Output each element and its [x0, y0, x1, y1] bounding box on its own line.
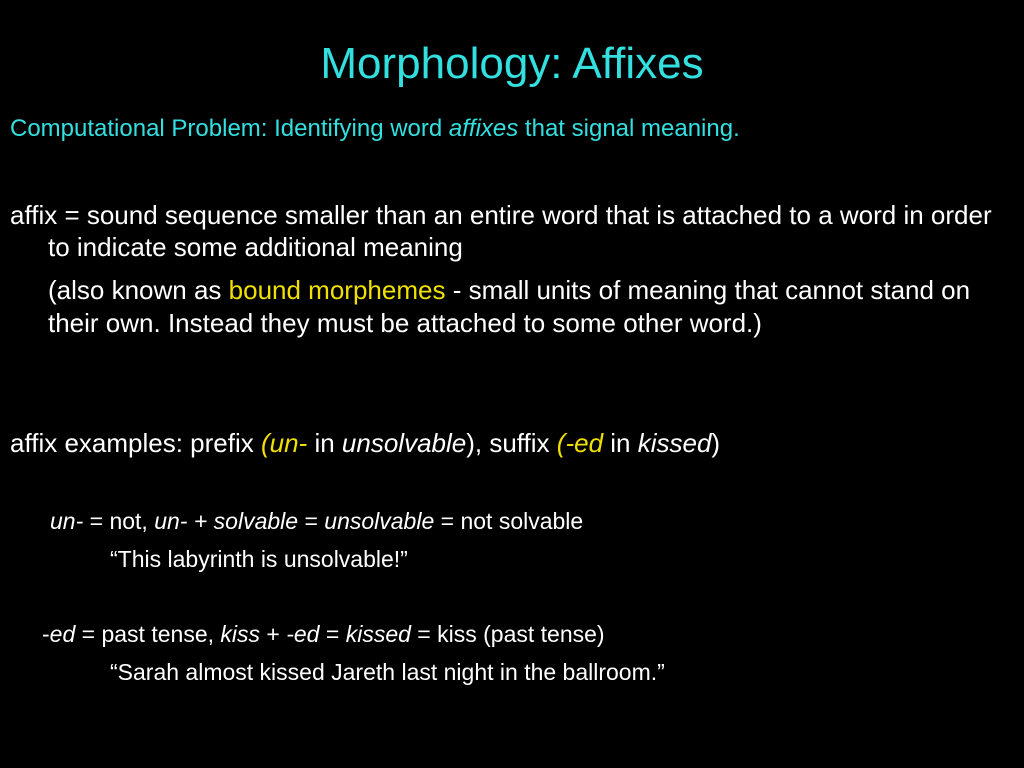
ex2-plus: + [260, 621, 287, 647]
bound-morphemes-note [48, 274, 1018, 340]
ex2-suffix-term: -ed [286, 621, 320, 647]
suffix-example-breakdown [42, 620, 605, 648]
suffix-example-quote: “Sarah almost kissed Jareth last night in the ballroom.” [110, 659, 665, 685]
affix-examples-line [10, 427, 1020, 459]
note-text-end: - small units of meaning that cannot stand on their own. Instead they must be attached to some other word.) [48, 275, 971, 338]
prefix-example-quote: “This labyrinth is unsolvable!” [110, 546, 408, 572]
ex1-sum: un- + solvable [154, 508, 299, 534]
prefix-example-breakdown [50, 507, 583, 535]
definition-term: affix [10, 200, 58, 230]
ex1-result: unsolvable [324, 508, 435, 534]
ex2-equals: = [319, 621, 346, 647]
ex2-base: kiss [220, 621, 261, 647]
prefix-paren-open: ( [260, 428, 270, 458]
subtitle-text-end: that signal meaning. [518, 115, 740, 142]
ex1-meaning: = not solvable [434, 508, 584, 534]
suffix-word: kissed [637, 428, 712, 458]
ex1-prefix: un- [50, 508, 84, 534]
suffix-lead: suffix [482, 428, 557, 458]
suffix-example: -ed [565, 428, 604, 458]
definition-text: = sound sequence smaller than an entire word that is attached to a word in order to indicate some additional meaning [48, 200, 992, 262]
subtitle-emphasis: affixes [448, 115, 519, 142]
ex1-equals: = [298, 508, 325, 534]
subtitle-text-start: Computational Problem: Identifying word [10, 115, 449, 142]
ex2-dash: - [42, 621, 50, 647]
slide-title: Morphology: Affixes [320, 39, 704, 88]
ex2-suffix: ed [49, 621, 76, 647]
prefix-example: un- [269, 428, 308, 458]
suffix-paren-close: ) [711, 428, 721, 458]
ex2-meaning: = kiss (past tense) [410, 621, 605, 647]
ex1-equals-not: = not, [83, 508, 155, 534]
bound-morphemes-highlight: bound morphemes [228, 275, 446, 305]
examples-in-1: in [307, 428, 342, 458]
ex2-equals-past: = past tense, [75, 621, 221, 647]
slide-subtitle [10, 114, 1020, 144]
note-text-start: (also known as [48, 275, 229, 305]
examples-in-2: in [603, 428, 638, 458]
suffix-paren-open: ( [556, 428, 566, 458]
examples-lead: affix examples: prefix [10, 428, 261, 458]
prefix-word: unsolvable [341, 428, 467, 458]
ex2-result: kissed [345, 621, 411, 647]
affix-definition [10, 199, 1020, 263]
prefix-paren-close: ), [466, 428, 483, 458]
